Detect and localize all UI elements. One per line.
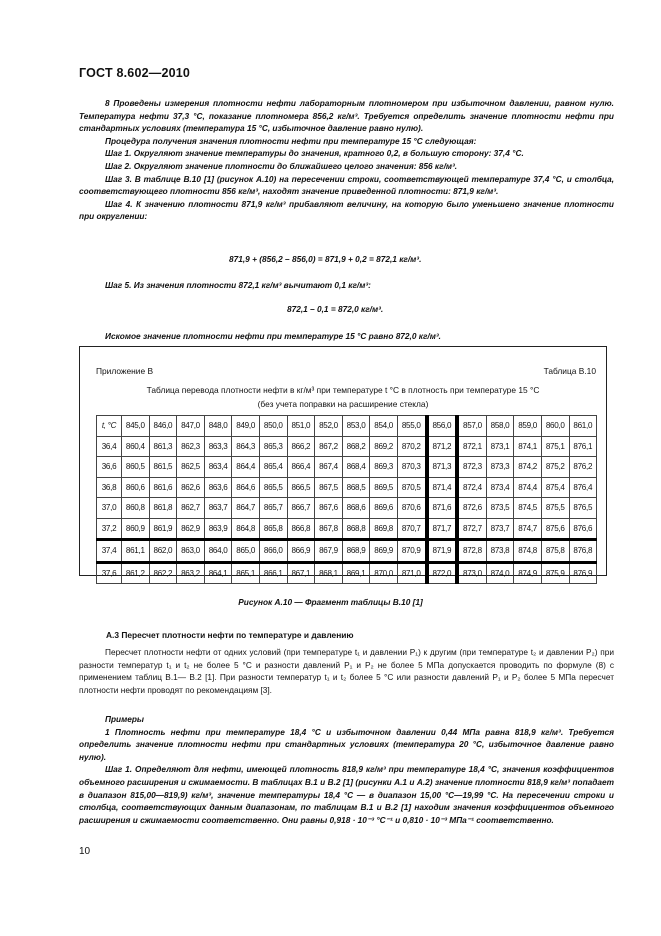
table-cell: 37,0	[97, 498, 122, 519]
table-cell: 876,1	[569, 436, 597, 457]
step-5-block	[79, 279, 614, 292]
table-cell: 871,4	[427, 477, 458, 498]
table-cell: 873,0	[457, 562, 486, 584]
table-cell: 866,2	[287, 436, 315, 457]
table-cell: 870,9	[397, 540, 426, 563]
table-cell: 873,3	[486, 457, 514, 478]
table-cell: 862,3	[177, 436, 205, 457]
table-cell: 874,9	[514, 562, 542, 584]
table-cell: 871,3	[427, 457, 458, 478]
table-cell: 865,3	[259, 436, 287, 457]
table-header-cell: 856,0	[427, 416, 458, 437]
table-cell: 876,8	[569, 540, 597, 563]
table-header-cell: 861,0	[569, 416, 597, 437]
table-header-cell: 852,0	[315, 416, 343, 437]
table-cell: 37,4	[97, 540, 122, 563]
table-cell: 872,0	[427, 562, 458, 584]
table-cell: 37,6	[97, 562, 122, 584]
table-header-cell: 850,0	[259, 416, 287, 437]
table-cell: 870,7	[397, 518, 426, 540]
table-cell: 866,0	[259, 540, 287, 563]
table-cell: 869,3	[370, 457, 398, 478]
table-cell: 37,2	[97, 518, 122, 540]
table-cell: 873,7	[486, 518, 514, 540]
table-cell: 862,7	[177, 498, 205, 519]
table-cell: 867,4	[315, 457, 343, 478]
table-cell: 876,4	[569, 477, 597, 498]
step-3: Шаг 3. В таблице В.10 [1] (рисунок А.10) на пересечении строки, соответствующей температуре 37,4 °C, и столбца, соответствующего плотности 856 кг/м³, находят значение приведенной плотности: 871,9 кг/м³.	[79, 173, 614, 197]
procedure-text: Процедура получения значения плотности нефти при температуре 15 °C следующая:	[105, 135, 477, 146]
table-number: Таблица В.10	[543, 366, 596, 376]
table-cell: 866,1	[259, 562, 287, 584]
table-cell: 868,5	[342, 477, 370, 498]
table-cell: 868,1	[315, 562, 343, 584]
table-cell: 36,6	[97, 457, 122, 478]
table-cell: 875,8	[541, 540, 569, 563]
table-cell: 872,8	[457, 540, 486, 563]
example-8-block	[79, 97, 614, 223]
table-cell: 868,6	[342, 498, 370, 519]
table-cell: 875,4	[541, 477, 569, 498]
table-cell: 867,6	[315, 498, 343, 519]
table-cell: 864,3	[232, 436, 260, 457]
table-cell: 870,5	[397, 477, 426, 498]
result-text: Искомое значение плотности нефти при температуре 15 °C равно 872,0 кг/м³.	[105, 331, 441, 341]
formula-1: 871,9 + (856,2 – 856,0) = 871,9 + 0,2 = 872,1 кг/м³.	[229, 254, 422, 264]
example-1-text: 1 Плотность нефти при температуре 18,4 °C и избыточном давлении 0,44 МПа равна 818,9 кг/м³. Требуется определить значение плотности нефти при стандартных условиях (температура 20 °C, избыточное давление равно нулю).	[79, 726, 614, 762]
page-number: 10	[79, 846, 91, 857]
table-header-cell: 845,0	[122, 416, 150, 437]
table-cell: 866,5	[287, 477, 315, 498]
table-cell: 860,8	[122, 498, 150, 519]
table-cell: 863,7	[204, 498, 232, 519]
table-cell: 865,4	[259, 457, 287, 478]
table-cell: 860,9	[122, 518, 150, 540]
table-cell: 863,6	[204, 477, 232, 498]
table-cell: 867,5	[315, 477, 343, 498]
table-cell: 875,9	[541, 562, 569, 584]
table-row	[97, 457, 597, 478]
examples-title: Примеры	[105, 714, 145, 724]
table-cell: 875,2	[541, 457, 569, 478]
table-cell: 869,1	[342, 562, 370, 584]
table-cell: 874,4	[514, 477, 542, 498]
table-cell: 865,0	[232, 540, 260, 563]
example-1-step-1: Шаг 1. Определяют для нефти, имеющей плотность 818,9 кг/м³ при температуре 18,4 °C, значения коэффициентов объемного расширения и сжимаемости. В таблицах В.1 и В.2 [1] (рисунки А.1 и А.2) значение плотности 818,9 кг/м³ попадает в диапазон 815,00—819,9) кг/м³, значение температуры 18,4 °C — в диапазон 15,00 °C—19,99 °C. На пересечении строки и столбца, соответствующих данным диапазонам, по таблицам В.1 и В.2 [1] находим значения коэффициентов объемного расширения и сжимаемости соответственно. Они равны 0,918 · 10⁻³ °C⁻¹ и 0,810 · 10⁻³ МПа⁻¹ соответственно.	[79, 764, 614, 825]
step-5: Шаг 5. Из значения плотности 872,1 кг/м³ вычитают 0,1 кг/м³:	[105, 280, 371, 290]
table-cell: 868,4	[342, 457, 370, 478]
table-cell: 873,5	[486, 498, 514, 519]
table-header-cell: 855,0	[397, 416, 426, 437]
table-cell: 863,3	[204, 436, 232, 457]
table-header-cell: 846,0	[149, 416, 177, 437]
table-cell: 864,4	[232, 457, 260, 478]
table-header-row	[97, 416, 597, 437]
table-cell: 874,8	[514, 540, 542, 563]
examples-block	[79, 713, 614, 826]
table-cell: 869,2	[370, 436, 398, 457]
table-cell: 874,1	[514, 436, 542, 457]
table-cell: 871,7	[427, 518, 458, 540]
table-cell: 872,3	[457, 457, 486, 478]
table-cell: 874,2	[514, 457, 542, 478]
figure-caption: Рисунок А.10 — Фрагмент таблицы В.10 [1]	[238, 597, 423, 607]
table-header-cell: 851,0	[287, 416, 315, 437]
result-block	[79, 330, 614, 343]
table-cell: 867,1	[287, 562, 315, 584]
table-cell: 861,6	[149, 477, 177, 498]
table-cell: 865,1	[232, 562, 260, 584]
table-cell: 865,8	[259, 518, 287, 540]
table-cell: 36,4	[97, 436, 122, 457]
table-cell: 870,2	[397, 436, 426, 457]
table-header-cell: 849,0	[232, 416, 260, 437]
table-cell: 861,5	[149, 457, 177, 478]
table-header-cell: 857,0	[457, 416, 486, 437]
section-body	[79, 646, 614, 696]
step-2: Шаг 2. Округляют значение плотности до ближайшего целого значения: 856 кг/м³.	[105, 160, 458, 171]
table-cell: 876,2	[569, 457, 597, 478]
table-header-cell: 859,0	[514, 416, 542, 437]
table-cell: 862,9	[177, 518, 205, 540]
table-header-cell: 853,0	[342, 416, 370, 437]
table-cell: 873,4	[486, 477, 514, 498]
table-cell: 860,5	[122, 457, 150, 478]
table-cell: 874,0	[486, 562, 514, 584]
table-cell: 876,6	[569, 518, 597, 540]
table-cell: 864,7	[232, 498, 260, 519]
table-cell: 860,4	[122, 436, 150, 457]
table-cell: 875,1	[541, 436, 569, 457]
table-caption: Таблица перевода плотности нефти в кг/м³ при температуре t °C в плотность при температуре 15 °C	[146, 385, 540, 395]
table-cell: 861,2	[122, 562, 150, 584]
table-header-cell: 847,0	[177, 416, 205, 437]
table-row	[97, 518, 597, 540]
document-header: ГОСТ 8.602—2010	[79, 66, 191, 80]
table-row	[97, 498, 597, 519]
table-cell: 36,8	[97, 477, 122, 498]
table-cell: 870,0	[370, 562, 398, 584]
section-text: Пересчет плотности нефти от одних условий (при температуре t₁ и давлении P₁) к другим (при температуре t₂ и давлении P₂) при разности температур t₁ и t₂ не более 5 °C и разности давлений P₁ и P₂ не более 5 МПа допускается проводить по формуле (8) с применением таблиц В.1— В.2 [1]. При разности температур t₁ и t₂ более 5 °C или разности давлений P₁ и P₂ более 5 МПа пересчет плотности нефти проводят по рекомендациям [3].	[79, 647, 614, 695]
table-cell: 862,5	[177, 457, 205, 478]
figure-a10-frame	[79, 346, 607, 576]
table-cell: 871,0	[397, 562, 426, 584]
formula-2: 872,1 – 0,1 = 872,0 кг/м³.	[287, 304, 384, 314]
table-cell: 861,3	[149, 436, 177, 457]
table-caption-note: (без учета поправки на расширение стекла)	[257, 399, 429, 409]
table-cell: 860,6	[122, 477, 150, 498]
step-1: Шаг 1. Округляют значение температуры до значения, кратного 0,2, в большую сторону: 37,4 °C.	[105, 148, 524, 159]
table-cell: 869,9	[370, 540, 398, 563]
table-cell: 873,8	[486, 540, 514, 563]
table-cell: 871,6	[427, 498, 458, 519]
table-cell: 867,9	[315, 540, 343, 563]
table-cell: 870,3	[397, 457, 426, 478]
table-cell: 868,2	[342, 436, 370, 457]
table-cell: 866,9	[287, 540, 315, 563]
table-cell: 872,6	[457, 498, 486, 519]
table-cell: 865,7	[259, 498, 287, 519]
table-cell: 871,9	[427, 540, 458, 563]
table-cell: 876,5	[569, 498, 597, 519]
table-cell: 869,5	[370, 477, 398, 498]
table-cell: 866,4	[287, 457, 315, 478]
section-heading: А.3 Пересчет плотности нефти по температуре и давлению	[106, 630, 354, 640]
table-header-cell: 860,0	[541, 416, 569, 437]
table-cell: 874,5	[514, 498, 542, 519]
table-cell: 876,9	[569, 562, 597, 584]
table-cell: 875,6	[541, 518, 569, 540]
table-header-cell: t, °C	[97, 416, 122, 437]
table-cell: 866,7	[287, 498, 315, 519]
table-row	[97, 562, 597, 584]
example-8-text: 8 Проведены измерения плотности нефти лабораторным плотномером при избыточном давлении, равном нулю. Температура нефти 37,3 °C, показание плотномера 856,2 кг/м³. Требуется определить значение плотности нефти при стандартных условиях (температура 15 °C, избыточное давление равно нулю).	[79, 98, 614, 134]
table-cell: 865,5	[259, 477, 287, 498]
table-cell: 874,7	[514, 518, 542, 540]
table-cell: 862,0	[149, 540, 177, 563]
table-cell: 873,1	[486, 436, 514, 457]
table-cell: 867,8	[315, 518, 343, 540]
table-cell: 862,6	[177, 477, 205, 498]
table-cell: 864,0	[204, 540, 232, 563]
table-cell: 861,9	[149, 518, 177, 540]
table-cell: 863,4	[204, 457, 232, 478]
appendix-label: Приложение В	[96, 366, 154, 376]
table-header-cell: 858,0	[486, 416, 514, 437]
table-cell: 871,2	[427, 436, 458, 457]
table-cell: 863,0	[177, 540, 205, 563]
table-header-cell: 848,0	[204, 416, 232, 437]
table-cell: 872,1	[457, 436, 486, 457]
table-cell: 870,6	[397, 498, 426, 519]
density-table	[96, 415, 597, 584]
table-cell: 864,6	[232, 477, 260, 498]
table-cell: 868,8	[342, 518, 370, 540]
table-row	[97, 540, 597, 563]
table-cell: 864,8	[232, 518, 260, 540]
table-header-cell: 854,0	[370, 416, 398, 437]
table-cell: 875,5	[541, 498, 569, 519]
table-cell: 868,9	[342, 540, 370, 563]
table-cell: 869,6	[370, 498, 398, 519]
table-cell: 861,8	[149, 498, 177, 519]
table-cell: 862,2	[149, 562, 177, 584]
table-cell: 869,8	[370, 518, 398, 540]
table-cell: 864,1	[204, 562, 232, 584]
step-4: Шаг 4. К значению плотности 871,9 кг/м³ прибавляют величину, на которую было уменьшено значение плотности при округлении:	[79, 198, 614, 222]
table-cell: 863,9	[204, 518, 232, 540]
table-cell: 866,8	[287, 518, 315, 540]
table-cell: 861,1	[122, 540, 150, 563]
table-row	[97, 436, 597, 457]
table-row	[97, 477, 597, 498]
table-cell: 872,7	[457, 518, 486, 540]
table-cell: 872,4	[457, 477, 486, 498]
table-cell: 863,2	[177, 562, 205, 584]
table-cell: 867,2	[315, 436, 343, 457]
